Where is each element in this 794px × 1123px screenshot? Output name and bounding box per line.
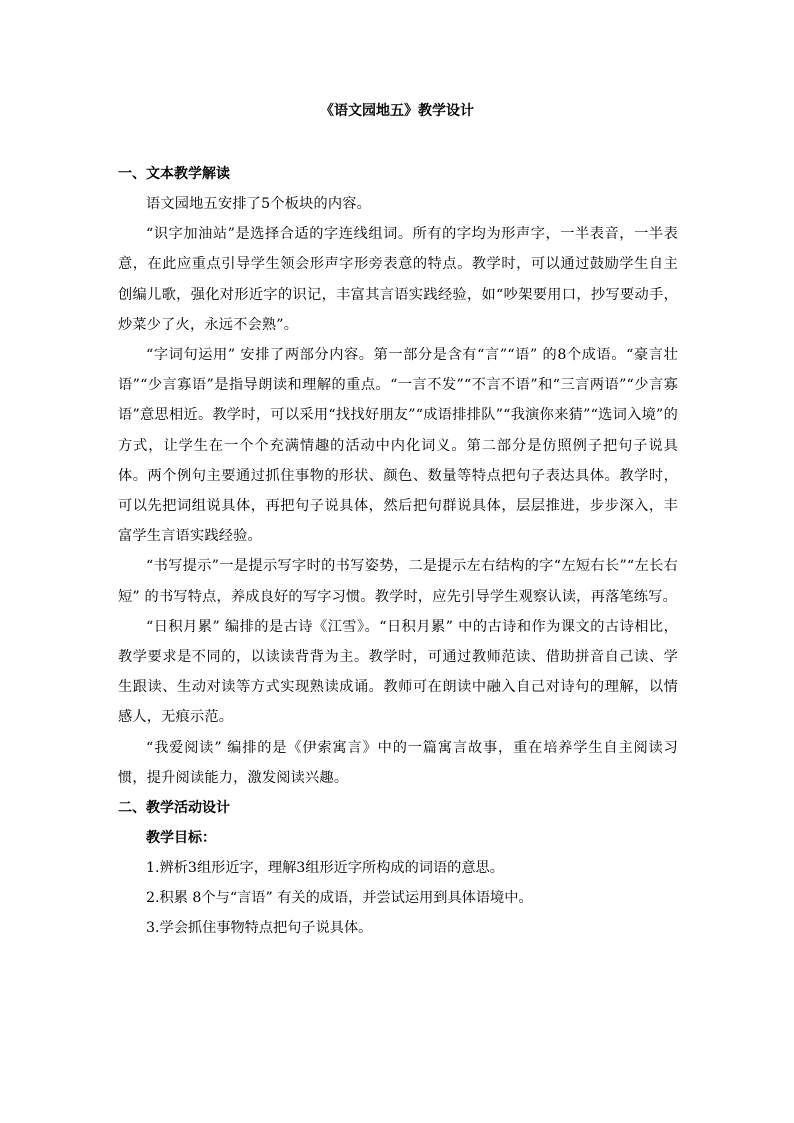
section-heading-text-reading: 一、文本教学解读 xyxy=(118,166,230,182)
objective-item-2: 2.积累 8个与“言语” 有关的成语，并尝试运用到具体语境中。 xyxy=(146,890,533,907)
objective-item-1: 1.辨析3组形近字，理解3组形近字所构成的词语的意思。 xyxy=(146,860,504,877)
objectives-label: 教学目标： xyxy=(146,830,216,847)
paragraph-overview: 语文园地五安排了5个板块的内容。 xyxy=(146,196,372,212)
paragraph-literacy-station: “识字加油站”是选择合适的字连线组词。所有的字均为形声字，一半表音，一半表意，在此应重点引导学生领会形声字形旁表意的特点。教学时，可以通过鼓励学生自主创编儿歌，强化对形近字的识记，丰富其言语实践经验，如“吵架要用口，抄写要动手，炒菜少了火，永远不会熟”。 xyxy=(118,226,678,333)
paragraph-reading: “我爱阅读” 编排的是《伊索寓言》中的一篇寓言故事，重在培养学生自主阅读习惯，提升阅读能力，激发阅读兴趣。 xyxy=(118,739,678,786)
document-title: 《语文园地五》教学设计 xyxy=(320,103,474,119)
paragraph-writing-tips: “书写提示”一是提示写字时的书写姿势，二是提示左右结构的字“左短右长”“左长右短” 的书写特点，养成良好的写字习惯。教学时，应先引导学生观察认读，再落笔练写。 xyxy=(118,558,678,605)
paragraph-word-usage: “字词句运用” 安排了两部分内容。第一部分是含有“言”“语” 的8个成语。“豪言壮语”“少言寡语”是指导朗读和理解的重点。“一言不发”“不言不语”和“三言两语”“少言寡语”意思相近。教学时，可以采用“找找好朋友”“成语排排队”“我演你来猜”“选词入境”的方式，让学生在一个个充满情趣的活动中内化词义。第二部分是仿照例子把句子说具体。两个例句主要通过抓住事物的形状、颜色、数量等特点把句子表达具体。教学时，可以先把词组说具体，再把句子说具体，然后把句群说具体，层层推进，步步深入，丰富学生言语实践经验。 xyxy=(118,347,678,545)
section-heading-activity-design: 二、教学活动设计 xyxy=(118,800,230,817)
objective-item-3: 3.学会抓住事物特点把句子说具体。 xyxy=(146,920,373,937)
paragraph-daily-accumulation: “日积月累” 编排的是古诗《江雪》。“日积月累” 中的古诗和作为课文的古诗相比，教学要求是不同的，以读读背背为主。教学时，可通过教师范读、借助拼音自己读、学生跟读、生动对读等方式实现熟读成诵。教师可在朗读中融入自己对诗句的理解，以情感人，无痕示范。 xyxy=(118,618,678,726)
document-body xyxy=(118,159,678,944)
